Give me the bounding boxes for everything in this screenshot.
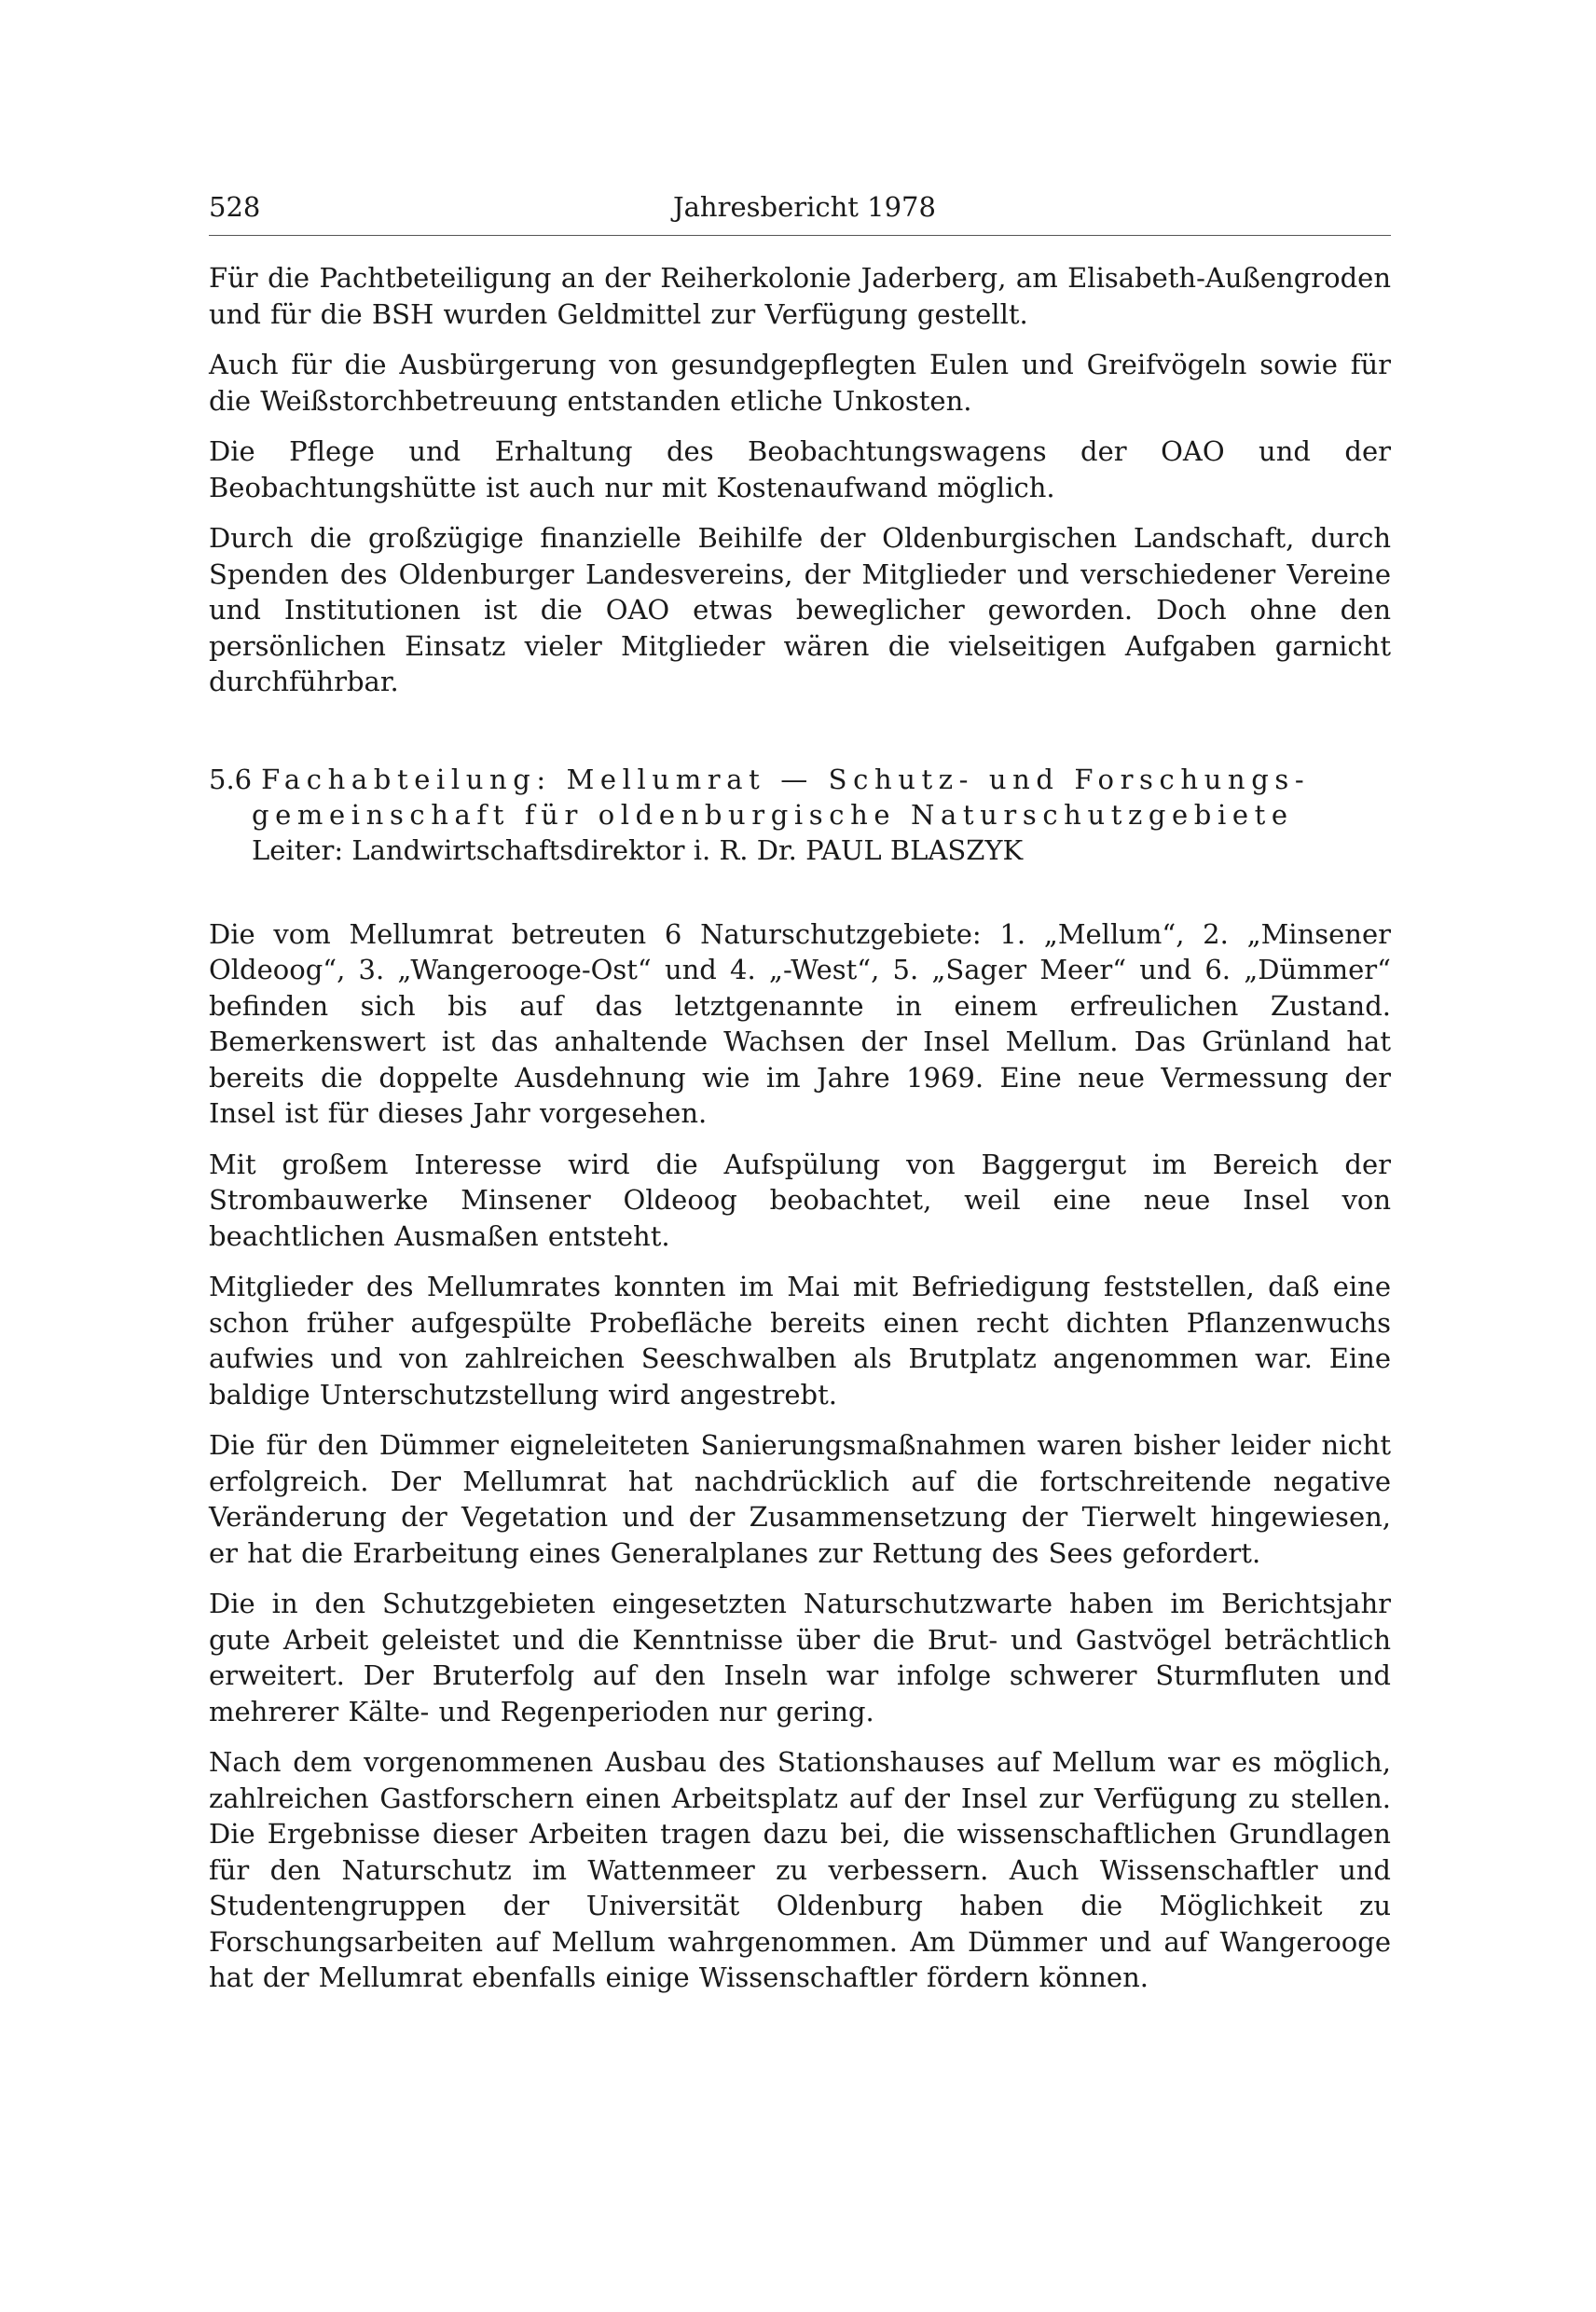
paragraph-naturschutzwarte: Die in den Schutzgebieten eingesetzten Naturschutzwarte haben im Berichtsjahr gute Arbeit geleistet und die Kenntnisse über die Brut- und Gastvögel beträchtlich erweitert. Der Bruterfolg auf den Inseln war infolge schwerer Sturmfluten und mehrerer Kälte- und Regenperioden nur gering.	[209, 1588, 1391, 1727]
page-number: 528	[209, 191, 261, 223]
paragraph-stationshaus: Nach dem vorgenommenen Ausbau des Stationshauses auf Mellum war es möglich, zahlreichen Gastforschern einen Arbeitsplatz auf der Insel zur Verfügung zu stellen. Die Ergebnisse dieser Arbeiten tragen dazu bei, die wissenschaftlichen Grundlagen für den Naturschutz im Wattenmeer zu verbessern. Auch Wissenschaftler und Studentengruppen der Universität Oldenburg haben die Möglichkeit zu Forschungsarbeiten auf Mellum wahrgenommen. Am Dümmer und auf Wangerooge hat der Mellumrat ebenfalls einige Wissenschaftler fördern können.	[209, 1746, 1391, 1993]
paragraph-duemmer: Die für den Dümmer eigneleiteten Sanierungsmaßnahmen waren bisher leider nicht erfolgreich. Der Mellumrat hat nachdrücklich auf die fortschreitende negative Veränderung der Vegetation und der Zusammensetzung der Tierwelt hingewiesen, er hat die Erarbeitung eines Generalplanes zur Rettung des Sees gefordert.	[209, 1429, 1391, 1569]
paragraph-pachtbeteiligung: Für die Pachtbeteiligung an der Reiherkolonie Jaderberg, am Elisabeth-Außengroden und für die BSH wurden Geldmittel zur Verfügung gestellt.	[209, 262, 1391, 330]
section-title-line-2: gemeinschaft für oldenburgische Naturschutzgebiete	[252, 798, 1294, 831]
running-title: Jahresbericht 1978	[673, 191, 936, 223]
running-header	[209, 186, 1391, 236]
section-number: 5.6	[209, 763, 253, 795]
paragraph-naturschutzgebiete: Die vom Mellumrat betreuten 6 Naturschutzgebiete: 1. „Mellum“, 2. „Minsener Oldeoog“, 3. „Wangerooge-Ost“ und 4. „-West“, 5. „Sager Meer“ und 6. „Dümmer“ befinden sich bis auf das letztgenannte in einem erfreulichen Zustand. Bemerkenswert ist das anhaltende Wachsen der Insel Mellum. Das Grünland hat bereits die doppelte Ausdehnung wie im Jahre 1969. Eine neue Vermessung der Insel ist für dieses Jahr vorgesehen.	[209, 917, 1391, 1129]
document-page	[209, 186, 1391, 2011]
section-heading	[209, 762, 1391, 868]
paragraph-probeflaeche: Mitglieder des Mellumrates konnten im Mai mit Befriedigung feststellen, daß eine schon früher aufgespülte Probefläche bereits einen recht dichten Pflanzenwuchs aufwies und von zahlreichen Seeschwalben als Brutplatz angenommen war. Eine baldige Unterschutzstellung wird angestrebt.	[209, 1271, 1391, 1411]
paragraph-ausbuergerung: Auch für die Ausbürgerung von gesundgepflegten Eulen und Greifvögeln sowie für die Weißstorchbetreuung entstanden etliche Unkosten.	[209, 349, 1391, 417]
intro-section	[209, 260, 1391, 700]
paragraph-beobachtungswagen: Die Pflege und Erhaltung des Beobachtungswagens der OAO und der Beobachtungshütte ist auch nur mit Kostenaufwand möglich.	[209, 435, 1391, 503]
section-title-text: Fachabteilung: Mellumrat — Schutz- und Forschungs-	[261, 763, 1311, 795]
section-leader: Leiter: Landwirtschaftsdirektor i. R. Dr. PAUL BLASZYK	[252, 833, 1024, 866]
paragraph-beihilfe: Durch die großzügige finanzielle Beihilfe der Oldenburgischen Landschaft, durch Spenden des Oldenburger Landesvereins, der Mitglieder und verschiedener Vereine und Institutionen ist die OAO etwas beweglicher geworden. Doch ohne den persönlichen Einsatz vieler Mitglieder wären die vielseitigen Aufgaben garnicht durchführbar.	[209, 522, 1391, 697]
paragraph-aufspuelung: Mit großem Interesse wird die Aufspülung von Baggergut im Bereich der Strombauwerke Minsener Oldeoog beobachtet, weil eine neue Insel von beachtlichen Ausmaßen entsteht.	[209, 1148, 1391, 1252]
mellumrat-section-body	[209, 916, 1391, 1996]
section-title-line-1	[209, 762, 1391, 797]
